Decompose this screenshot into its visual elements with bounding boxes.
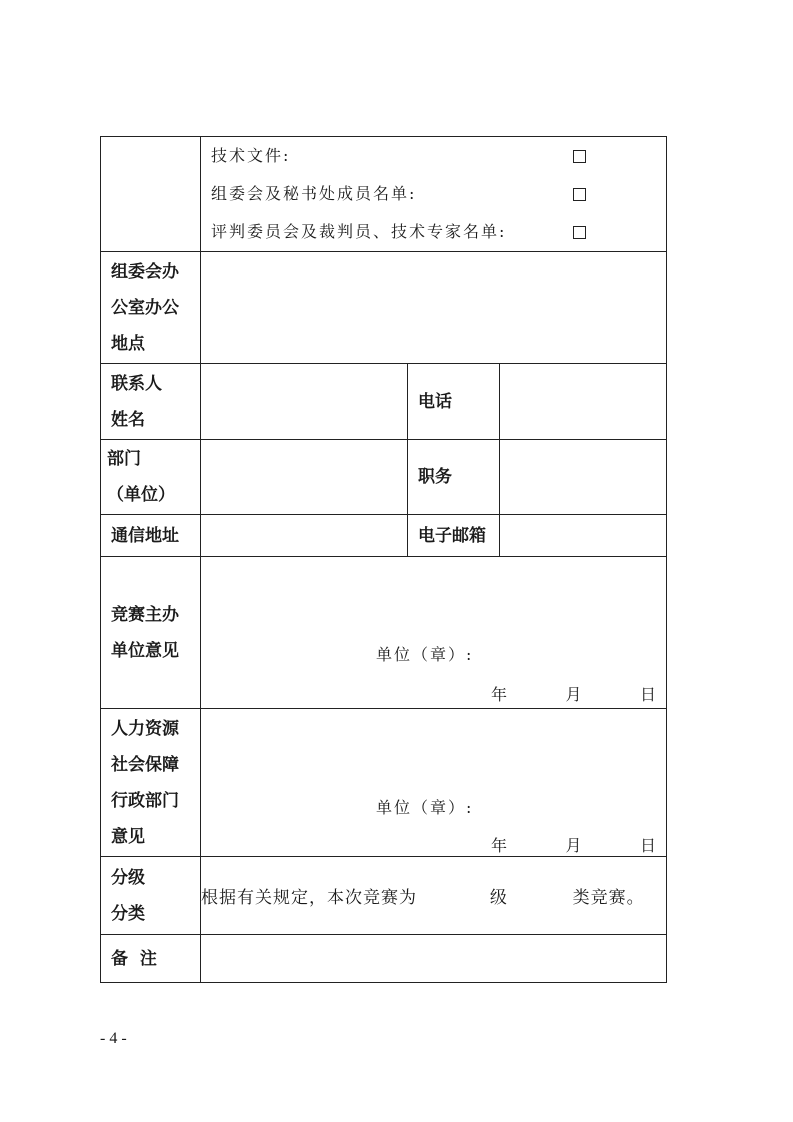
seal-line: 单位（章）: xyxy=(376,798,474,817)
contact-name-value[interactable] xyxy=(201,364,408,440)
classification-suffix: 类竞赛。 xyxy=(572,888,645,908)
phone-label: 电话 xyxy=(408,364,500,440)
checkbox-icon[interactable] xyxy=(573,226,586,239)
remarks-label: 备 注 xyxy=(101,935,201,983)
office-value[interactable] xyxy=(201,252,667,364)
month-label: 月 xyxy=(565,685,582,704)
organizer-opinion-body[interactable] xyxy=(201,557,667,709)
hr-opinion-row xyxy=(101,709,667,857)
department-row xyxy=(101,440,667,515)
organizer-opinion-label: 竞赛主办 单位意见 xyxy=(101,557,201,709)
level-label: 级 xyxy=(489,888,508,908)
classification-prefix: 根据有关规定，本次竞赛为 xyxy=(201,888,417,908)
contact-label: 联系人 姓名 xyxy=(101,364,201,440)
page-number: - 4 - xyxy=(100,1030,127,1047)
office-label: 组委会办 公室办公 地点 xyxy=(101,252,201,364)
classification-label: 分级 分类 xyxy=(101,857,201,935)
organizer-opinion-row xyxy=(101,557,667,709)
document-item-committee xyxy=(201,175,666,213)
address-value[interactable] xyxy=(201,515,408,557)
address-row xyxy=(101,515,667,557)
application-form-table xyxy=(100,136,667,983)
document-label: 技术文件: xyxy=(211,146,291,165)
email-value[interactable] xyxy=(500,515,667,557)
documents-row xyxy=(101,137,667,252)
document-item-judges xyxy=(201,213,666,251)
date-line xyxy=(491,682,656,705)
seal-line: 单位（章）: xyxy=(376,645,474,664)
hr-opinion-body[interactable] xyxy=(201,709,667,857)
hr-opinion-label: 人力资源 社会保障 行政部门 意见 xyxy=(101,709,201,857)
day-label: 日 xyxy=(640,685,657,704)
remarks-value[interactable] xyxy=(201,935,667,983)
phone-value[interactable] xyxy=(500,364,667,440)
year-label: 年 xyxy=(491,685,508,704)
date-line xyxy=(491,833,656,856)
office-row xyxy=(101,252,667,364)
documents-list xyxy=(201,137,667,252)
document-label: 组委会及秘书处成员名单: xyxy=(211,184,417,203)
classification-row xyxy=(101,857,667,935)
checkbox-icon[interactable] xyxy=(573,188,586,201)
email-label: 电子邮箱 xyxy=(408,515,500,557)
documents-label-cell xyxy=(101,137,201,252)
department-value[interactable] xyxy=(201,440,408,515)
day-label: 日 xyxy=(640,836,657,855)
year-label: 年 xyxy=(491,836,508,855)
contact-row xyxy=(101,364,667,440)
department-label: 部门 （单位） xyxy=(101,440,201,515)
document-label: 评判委员会及裁判员、技术专家名单: xyxy=(211,222,507,241)
position-label: 职务 xyxy=(408,440,500,515)
remarks-row xyxy=(101,935,667,983)
address-label: 通信地址 xyxy=(101,515,201,557)
position-value[interactable] xyxy=(500,440,667,515)
document-item-technical xyxy=(201,137,666,175)
checkbox-icon[interactable] xyxy=(573,150,586,163)
classification-text xyxy=(201,857,667,935)
month-label: 月 xyxy=(565,836,582,855)
